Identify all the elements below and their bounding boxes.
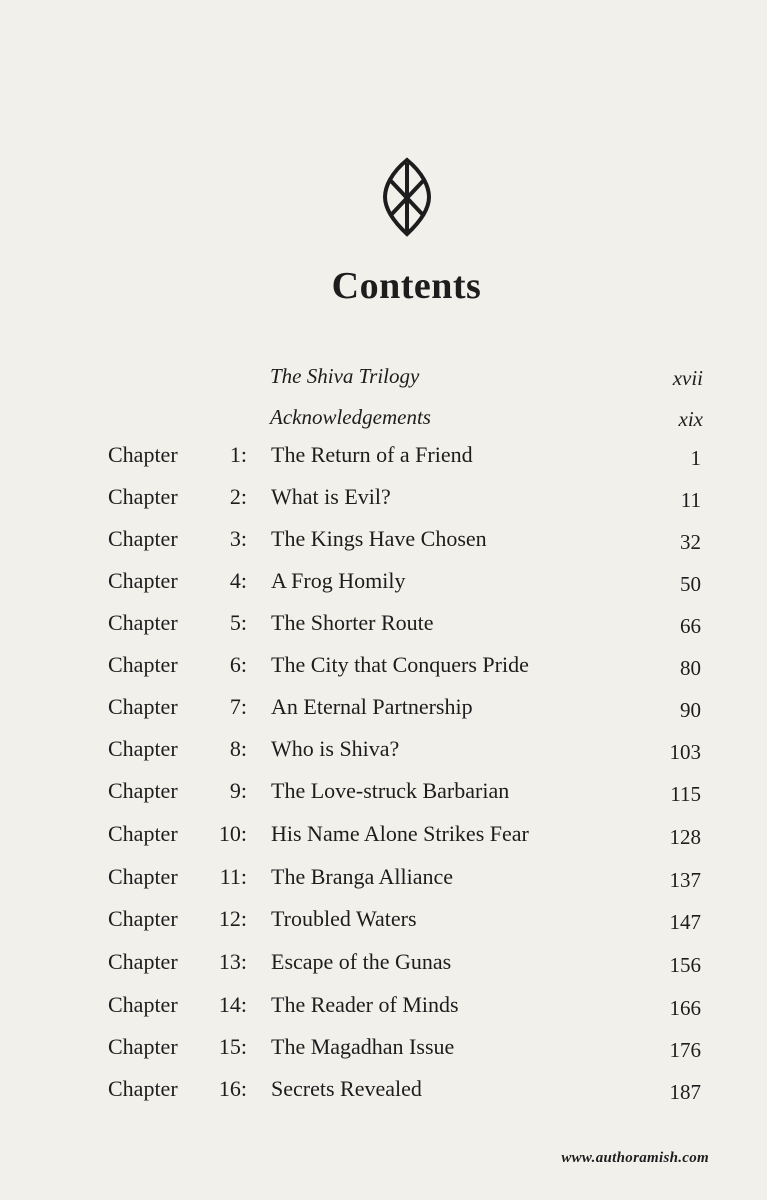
chapter-label: Chapter — [108, 1076, 178, 1101]
chapter-page: 166 — [669, 996, 701, 1020]
chapter-label: Chapter — [108, 736, 178, 761]
chapter-title: The Magadhan Issue — [271, 1034, 455, 1059]
chapter-row — [0, 436, 767, 476]
chapter-number: 5: — [229, 610, 247, 635]
chapter-page: 156 — [669, 953, 701, 977]
chapter-page: 50 — [680, 572, 701, 596]
front-matter-page: xvii — [672, 366, 703, 390]
chapter-title: Troubled Waters — [271, 906, 417, 931]
chapter-number: 15: — [218, 1034, 247, 1059]
chapter-label: Chapter — [108, 821, 178, 846]
chapter-row — [0, 986, 767, 1026]
chapter-label: Chapter — [108, 992, 178, 1017]
chapter-label: Chapter — [108, 906, 178, 931]
chapter-title: A Frog Homily — [271, 568, 406, 593]
chapter-number: 7: — [229, 694, 247, 719]
chapter-title: The Return of a Friend — [271, 442, 473, 467]
chapter-row — [0, 688, 767, 728]
chapter-number: 6: — [229, 652, 247, 677]
chapter-label: Chapter — [108, 778, 178, 803]
chapter-number: 13: — [218, 949, 247, 974]
chapter-page: 103 — [669, 740, 701, 764]
chapter-row — [0, 1070, 767, 1110]
chapter-label: Chapter — [108, 694, 178, 719]
chapter-title: The Shorter Route — [271, 610, 434, 635]
chapter-title: His Name Alone Strikes Fear — [271, 821, 529, 846]
chapter-label: Chapter — [108, 652, 178, 677]
chapter-row — [0, 604, 767, 644]
chapter-page: 11 — [680, 488, 701, 512]
chapter-number: 1: — [229, 442, 247, 467]
chapter-number: 12: — [218, 906, 247, 931]
chapter-title: The City that Conquers Pride — [271, 652, 529, 677]
chapter-title: Secrets Revealed — [271, 1076, 422, 1101]
chapter-label: Chapter — [108, 484, 178, 509]
chapter-page: 187 — [669, 1080, 701, 1104]
chapter-title: The Branga Alliance — [271, 864, 454, 889]
chapter-number: 4: — [229, 568, 247, 593]
chapter-number: 11: — [219, 864, 247, 889]
chapter-row — [0, 646, 767, 686]
front-matter-row — [0, 399, 767, 439]
chapter-page: 90 — [680, 698, 701, 722]
chapter-page: 137 — [669, 868, 701, 892]
chapter-page: 1 — [690, 446, 701, 470]
chapter-number: 14: — [218, 992, 247, 1017]
front-matter-title: The Shiva Trilogy — [270, 364, 420, 388]
chapter-row — [0, 858, 767, 898]
chapter-row — [0, 520, 767, 560]
author-website: www.authoramish.com — [561, 1150, 709, 1166]
chapter-page: 115 — [670, 782, 701, 806]
leaf-emblem-icon — [383, 157, 431, 237]
chapter-page: 147 — [669, 910, 701, 934]
page-title: Contents — [331, 265, 482, 307]
chapter-row — [0, 1028, 767, 1068]
chapter-title: Who is Shiva? — [271, 736, 400, 761]
chapter-label: Chapter — [108, 1034, 178, 1059]
chapter-title: An Eternal Partnership — [271, 694, 473, 719]
chapter-row — [0, 562, 767, 602]
chapter-row — [0, 900, 767, 940]
chapter-title: The Reader of Minds — [271, 992, 459, 1017]
chapter-page: 176 — [669, 1038, 701, 1062]
chapter-page: 80 — [680, 656, 701, 680]
chapter-page: 32 — [680, 530, 701, 554]
chapter-page: 66 — [680, 614, 701, 638]
chapter-number: 2: — [229, 484, 247, 509]
chapter-number: 16: — [218, 1076, 247, 1101]
chapter-number: 10: — [218, 821, 247, 846]
chapter-title: Escape of the Gunas — [271, 949, 452, 974]
chapter-title: The Kings Have Chosen — [271, 526, 487, 551]
chapter-label: Chapter — [108, 610, 178, 635]
chapter-label: Chapter — [108, 568, 178, 593]
chapter-row — [0, 730, 767, 770]
chapter-row — [0, 943, 767, 983]
chapter-number: 8: — [229, 736, 247, 761]
chapter-row — [0, 815, 767, 855]
chapter-label: Chapter — [108, 864, 178, 889]
chapter-page: 128 — [669, 825, 701, 849]
front-matter-title: Acknowledgements — [270, 405, 431, 429]
chapter-label: Chapter — [108, 526, 178, 551]
chapter-title: The Love-struck Barbarian — [271, 778, 510, 803]
chapter-number: 3: — [229, 526, 247, 551]
chapter-label: Chapter — [108, 949, 178, 974]
chapter-number: 9: — [229, 778, 247, 803]
chapter-label: Chapter — [108, 442, 178, 467]
chapter-title: What is Evil? — [271, 484, 391, 509]
front-matter-page: xix — [678, 407, 703, 431]
chapter-row — [0, 478, 767, 518]
front-matter-row — [0, 358, 767, 398]
chapter-row — [0, 772, 767, 812]
